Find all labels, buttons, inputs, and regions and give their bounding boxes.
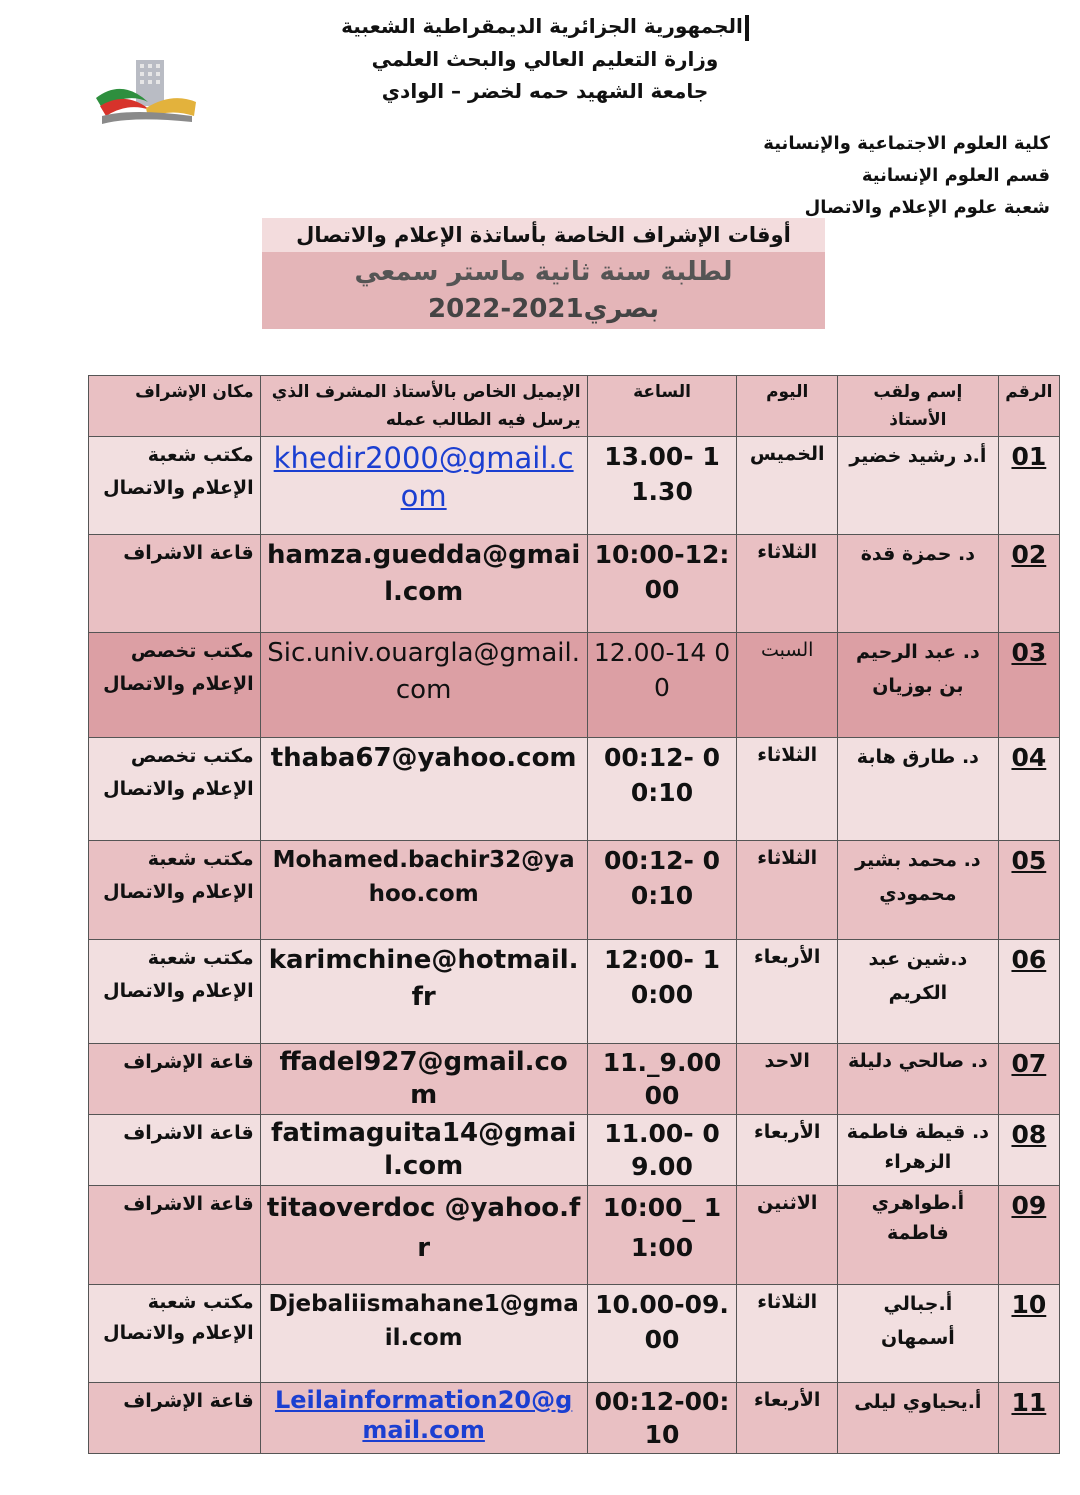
cell-name: د.شين عبد الكريم: [838, 940, 999, 1044]
cell-name: أ.جبالي أسمهان: [838, 1285, 999, 1383]
cell-day: الثلاثاء: [737, 738, 838, 841]
header-num: الرقم: [998, 376, 1059, 437]
branch-name: شعبة علوم الإعلام والاتصال: [804, 197, 1050, 218]
cell-email: thaba67@yahoo.com: [260, 738, 587, 841]
header-time: الساعة: [587, 376, 737, 437]
title-line3: بصري2021-2022: [428, 294, 659, 324]
cell-place: قاعة الاشراف: [89, 1115, 261, 1186]
title-box: [262, 218, 825, 329]
cell-place: مكتب تخصص الإعلام والاتصال: [89, 633, 261, 738]
title-line2: لطلبة سنة ثانية ماستر سمعي: [354, 257, 733, 287]
cell-place: قاعة الإشراف: [89, 1044, 261, 1115]
text-cursor-bar: [745, 15, 749, 41]
header-line1: الجمهورية الجزائرية الديمقراطية الشعبية: [341, 14, 743, 38]
header-republic: [300, 14, 790, 41]
department-name: قسم العلوم الإنسانية: [861, 165, 1050, 186]
cell-day: الثلاثاء: [737, 1285, 838, 1383]
cell-time: 00:12- 00:10: [587, 841, 737, 940]
table-row: [89, 1186, 1060, 1285]
cell-name: أ.طواهري فاطمة: [838, 1186, 999, 1285]
cell-email-link[interactable]: Leilainformation20@gmail.com: [260, 1383, 587, 1454]
cell-email: Mohamed.bachir32@yahoo.com: [260, 841, 587, 940]
cell-place: قاعة الاشراف: [89, 1186, 261, 1285]
cell-day: الثلاثاء: [737, 535, 838, 633]
supervision-schedule-table: [88, 375, 1060, 1454]
cell-place: مكتب شعبة الإعلام والاتصال: [89, 940, 261, 1044]
cell-place: قاعة الاشراف: [89, 535, 261, 633]
cell-email: Sic.univ.ouargla@gmail.com: [260, 633, 587, 738]
header-name: إسم ولقب الأستاذ: [838, 376, 999, 437]
cell-place: مكتب شعبة الإعلام والاتصال: [89, 841, 261, 940]
table-row: [89, 437, 1060, 535]
cell-name: د. عبد الرحيم بن بوزيان: [838, 633, 999, 738]
cell-num: 10: [998, 1285, 1059, 1383]
table-row: [89, 841, 1060, 940]
cell-num: 04: [998, 738, 1059, 841]
cell-day: الأربعاء: [737, 1383, 838, 1454]
cell-day: الأربعاء: [737, 940, 838, 1044]
cell-time: 13.00- 11.30: [587, 437, 737, 535]
table-row: [89, 535, 1060, 633]
header-ministry: وزارة التعليم العالي والبحث العلمي: [371, 47, 719, 71]
cell-email: Djebaliismahane1@gmail.com: [260, 1285, 587, 1383]
cell-email: karimchine@hotmail.fr: [260, 940, 587, 1044]
cell-email: hamza.guedda@gmail.com: [260, 535, 587, 633]
cell-day: الأربعاء: [737, 1115, 838, 1186]
university-logo: [92, 58, 198, 142]
cell-time: 11._9.00 00: [587, 1044, 737, 1115]
cell-name: د. صالحي دليلة: [838, 1044, 999, 1115]
cell-num: 06: [998, 940, 1059, 1044]
cell-day: الاحد: [737, 1044, 838, 1115]
cell-place: قاعة الإشراف: [89, 1383, 261, 1454]
cell-time: 00:12- 00:10: [587, 738, 737, 841]
cell-num: 01: [998, 437, 1059, 535]
table-row: [89, 1383, 1060, 1454]
header-university: جامعة الشهيد حمه لخضر – الوادي: [381, 79, 709, 103]
cell-time: 10:00_ 11:00: [587, 1186, 737, 1285]
cell-email: ffadel927@gmail.com: [260, 1044, 587, 1115]
header-email: الإيميل الخاص بالأستاذ المشرف الذي يرسل فيه الطالب عمله: [260, 376, 587, 437]
cell-num: 07: [998, 1044, 1059, 1115]
cell-name: د. محمد بشير محمودي: [838, 841, 999, 940]
cell-num: 09: [998, 1186, 1059, 1285]
cell-day: الخميس: [737, 437, 838, 535]
cell-name: د. طارق هابة: [838, 738, 999, 841]
cell-day: الاثنين: [737, 1186, 838, 1285]
cell-email: titaoverdoc @yahoo.fr: [260, 1186, 587, 1285]
header-day: اليوم: [737, 376, 838, 437]
cell-time: 12.00-14 00: [587, 633, 737, 738]
table-row: [89, 738, 1060, 841]
cell-time: 00:12-00:10: [587, 1383, 737, 1454]
table-row: [89, 940, 1060, 1044]
faculty-name: كلية العلوم الاجتماعية والإنسانية: [763, 133, 1050, 154]
cell-name: أ.يحياوي ليلى: [838, 1383, 999, 1454]
cell-name: أ.د رشيد خضير: [838, 437, 999, 535]
cell-num: 02: [998, 535, 1059, 633]
cell-num: 11: [998, 1383, 1059, 1454]
cell-email-link[interactable]: khedir2000@gmail.com: [260, 437, 587, 535]
table-row: [89, 1115, 1060, 1186]
cell-time: 10:00-12:00: [587, 535, 737, 633]
cell-num: 08: [998, 1115, 1059, 1186]
cell-place: مكتب تخصص الإعلام والاتصال: [89, 738, 261, 841]
title-line1: أوقات الإشراف الخاصة بأساتذة الإعلام والاتصال: [262, 218, 825, 252]
cell-place: مكتب شعبة الإعلام والاتصال: [89, 437, 261, 535]
table-row: [89, 1044, 1060, 1115]
table-row: [89, 1285, 1060, 1383]
cell-time: 10.00-09.00: [587, 1285, 737, 1383]
cell-day: السبت: [737, 633, 838, 738]
header-place: مكان الإشراف: [89, 376, 261, 437]
faculty-block: [763, 128, 1050, 224]
cell-num: 05: [998, 841, 1059, 940]
cell-time: 11.00- 09.00: [587, 1115, 737, 1186]
table-header-row: [89, 376, 1060, 437]
cell-email: fatimaguita14@gmail.com: [260, 1115, 587, 1186]
cell-name: د. قيطة فاطمة الزهراء: [838, 1115, 999, 1186]
cell-num: 03: [998, 633, 1059, 738]
cell-name: د. حمزة قدة: [838, 535, 999, 633]
table-row: [89, 633, 1060, 738]
cell-day: الثلاثاء: [737, 841, 838, 940]
cell-place: مكتب شعبة الإعلام والاتصال: [89, 1285, 261, 1383]
cell-time: 12:00- 10:00: [587, 940, 737, 1044]
